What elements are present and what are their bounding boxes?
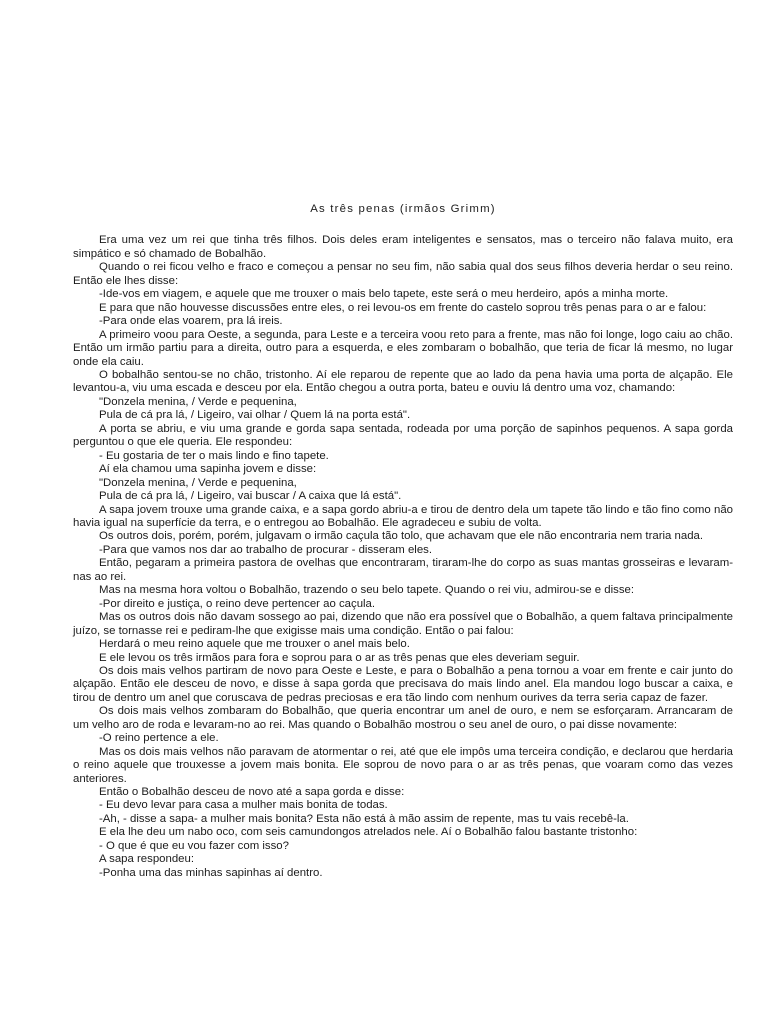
paragraph: Mas na mesma hora voltou o Bobalhão, trazendo o seu belo tapete. Quando o rei viu, admirou-se e disse: bbox=[99, 584, 635, 597]
paragraph: A porta se abriu, e viu uma grande e gorda sapa sentada, rodeada por uma porção de sapinhos pequenos. A sapa gorda perguntou o que ele queria. Ele respondeu: bbox=[73, 422, 733, 449]
paragraph: Aí ela chamou uma sapinha jovem e disse: bbox=[99, 463, 317, 476]
paragraph: O bobalhão sentou-se no chão, tristonho. Aí ele reparou de repente que ao lado da pena havia uma porta de alçapão. Ele levantou-a, viu uma escada e desceu por ela. Então chegou a outra porta, bateu e ouviu lá dentro uma voz, chamando: bbox=[73, 368, 733, 395]
document-title: As três penas (irmãos Grimm) bbox=[310, 203, 496, 215]
paragraph: Então, pegaram a primeira pastora de ovelhas que encontraram, tiraram-lhe do corpo as suas mantas grosseiras e levaram-nas ao rei. bbox=[73, 557, 733, 583]
paragraph: A primeiro voou para Oeste, a segunda, para Leste e a terceira voou reto para a frente, mas não foi longe, logo caiu ao chão. Então um irmão partiu para a direita, outro para a esquerda, e eles zombaram o bobalhão, que teria de ficar lá mesmo, no lugar onde ela caiu. bbox=[73, 328, 733, 368]
document-page bbox=[73, 203, 733, 880]
paragraph: Mas os dois mais velhos não paravam de atormentar o rei, até que ele impôs uma terceira condição, e declarou que herdaria o reino aquele que trouxesse a jovem mais bonita. Ele soprou de novo para o ar as três penas, que voaram como das vezes anteriores. bbox=[73, 745, 733, 785]
paragraph: Era uma vez um rei que tinha três filhos. Dois deles eram inteligentes e sensatos, mas o terceiro não falava muito, era simpático e só chamado de Bobalhão. bbox=[73, 234, 733, 260]
paragraph: Então o Bobalhão desceu de novo até a sapa gorda e disse: bbox=[99, 786, 405, 799]
paragraph: "Donzela menina, / Verde e pequenina, bbox=[99, 395, 297, 408]
paragraph: Os outros dois, porém, porém, julgavam o irmão caçula tão tolo, que achavam que ele não encontraria nem traria nada. bbox=[99, 530, 704, 543]
paragraph: -Por direito e justiça, o reino deve pertencer ao caçula. bbox=[99, 597, 376, 610]
paragraph: -Ponha uma das minhas sapinhas aí dentro. bbox=[99, 866, 323, 879]
paragraph: E ela lhe deu um nabo oco, com seis camundongos atrelados nele. Aí o Bobalhão falou bastante tristonho: bbox=[99, 826, 638, 839]
paragraph: Pula de cá pra lá, / Ligeiro, vai olhar / Quem lá na porta está". bbox=[99, 409, 411, 422]
paragraph: - Eu devo levar para casa a mulher mais bonita de todas. bbox=[99, 799, 388, 812]
paragraph: E para que não houvesse discussões entre eles, o rei levou-os em frente do castelo soprou três penas para o ar e falou: bbox=[99, 301, 707, 314]
paragraph: -Ah, - disse a sapa- a mulher mais bonita? Esta não está à mão assim de repente, mas tu vais recebê-la. bbox=[99, 812, 629, 825]
paragraph: Os dois mais velhos partiram de novo para Oeste e Leste, e para o Bobalhão a pena tornou a voar em frente e cair junto do alçapão. Então ele desceu de novo, e disse à sapa gorda que precisava do mais lindo anel. Ela mandou logo buscar a caixa, e tirou de dentro um anel que coruscava de pedras preciosas e era tão lindo com nenhum ourives da terra seria capaz de fazer. bbox=[73, 664, 733, 704]
paragraph: "Donzela menina, / Verde e pequenina, bbox=[99, 476, 297, 489]
paragraph: Quando o rei ficou velho e fraco e começou a pensar no seu fim, não sabia qual dos seus filhos deveria herdar o seu reino. Então ele lhes disse: bbox=[73, 261, 733, 287]
paragraph: -Ide-vos em viagem, e aquele que me trouxer o mais belo tapete, este será o meu herdeiro, após a minha morte. bbox=[99, 288, 669, 301]
paragraph: Os dois mais velhos zombaram do Bobalhão, que queria encontrar um anel de ouro, e nem se esforçaram. Arrancaram de um velho aro de roda e levaram-no ao rei. Mas quando o Bobalhão mostrou o seu anel de ouro, o pai disse novamente: bbox=[73, 705, 733, 731]
paragraph: - O que é que eu vou fazer com isso? bbox=[99, 839, 289, 852]
paragraph: A sapa respondeu: bbox=[99, 853, 194, 866]
paragraph: -Para onde elas voarem, pra lá ireis. bbox=[99, 315, 283, 328]
document-body bbox=[73, 234, 733, 880]
paragraph: E ele levou os três irmãos para fora e soprou para o ar as três penas que eles deveriam seguir. bbox=[99, 651, 580, 664]
paragraph: Herdará o meu reino aquele que me trouxer o anel mais belo. bbox=[99, 638, 410, 651]
paragraph: Pula de cá pra lá, / Ligeiro, vai buscar / A caixa que lá está". bbox=[99, 490, 402, 503]
paragraph: A sapa jovem trouxe uma grande caixa, e a sapa gordo abriu-a e tirou de dentro dela um tapete tão lindo e tão fino como não havia igual na superfície da terra, e o entregou ao Bobalhão. Ele agradeceu e subiu de volta. bbox=[73, 503, 733, 529]
paragraph: -Para que vamos nos dar ao trabalho de procurar - disseram eles. bbox=[99, 543, 433, 556]
paragraph: -O reino pertence a ele. bbox=[99, 732, 219, 745]
paragraph: Mas os outros dois não davam sossego ao pai, dizendo que não era possível que o Bobalhão, a quem faltava principalmente juízo, se tornasse rei e pediram-lhe que exigisse mais uma condição. Então o pai falou: bbox=[73, 611, 733, 637]
paragraph: - Eu gostaria de ter o mais lindo e fino tapete. bbox=[99, 449, 329, 462]
